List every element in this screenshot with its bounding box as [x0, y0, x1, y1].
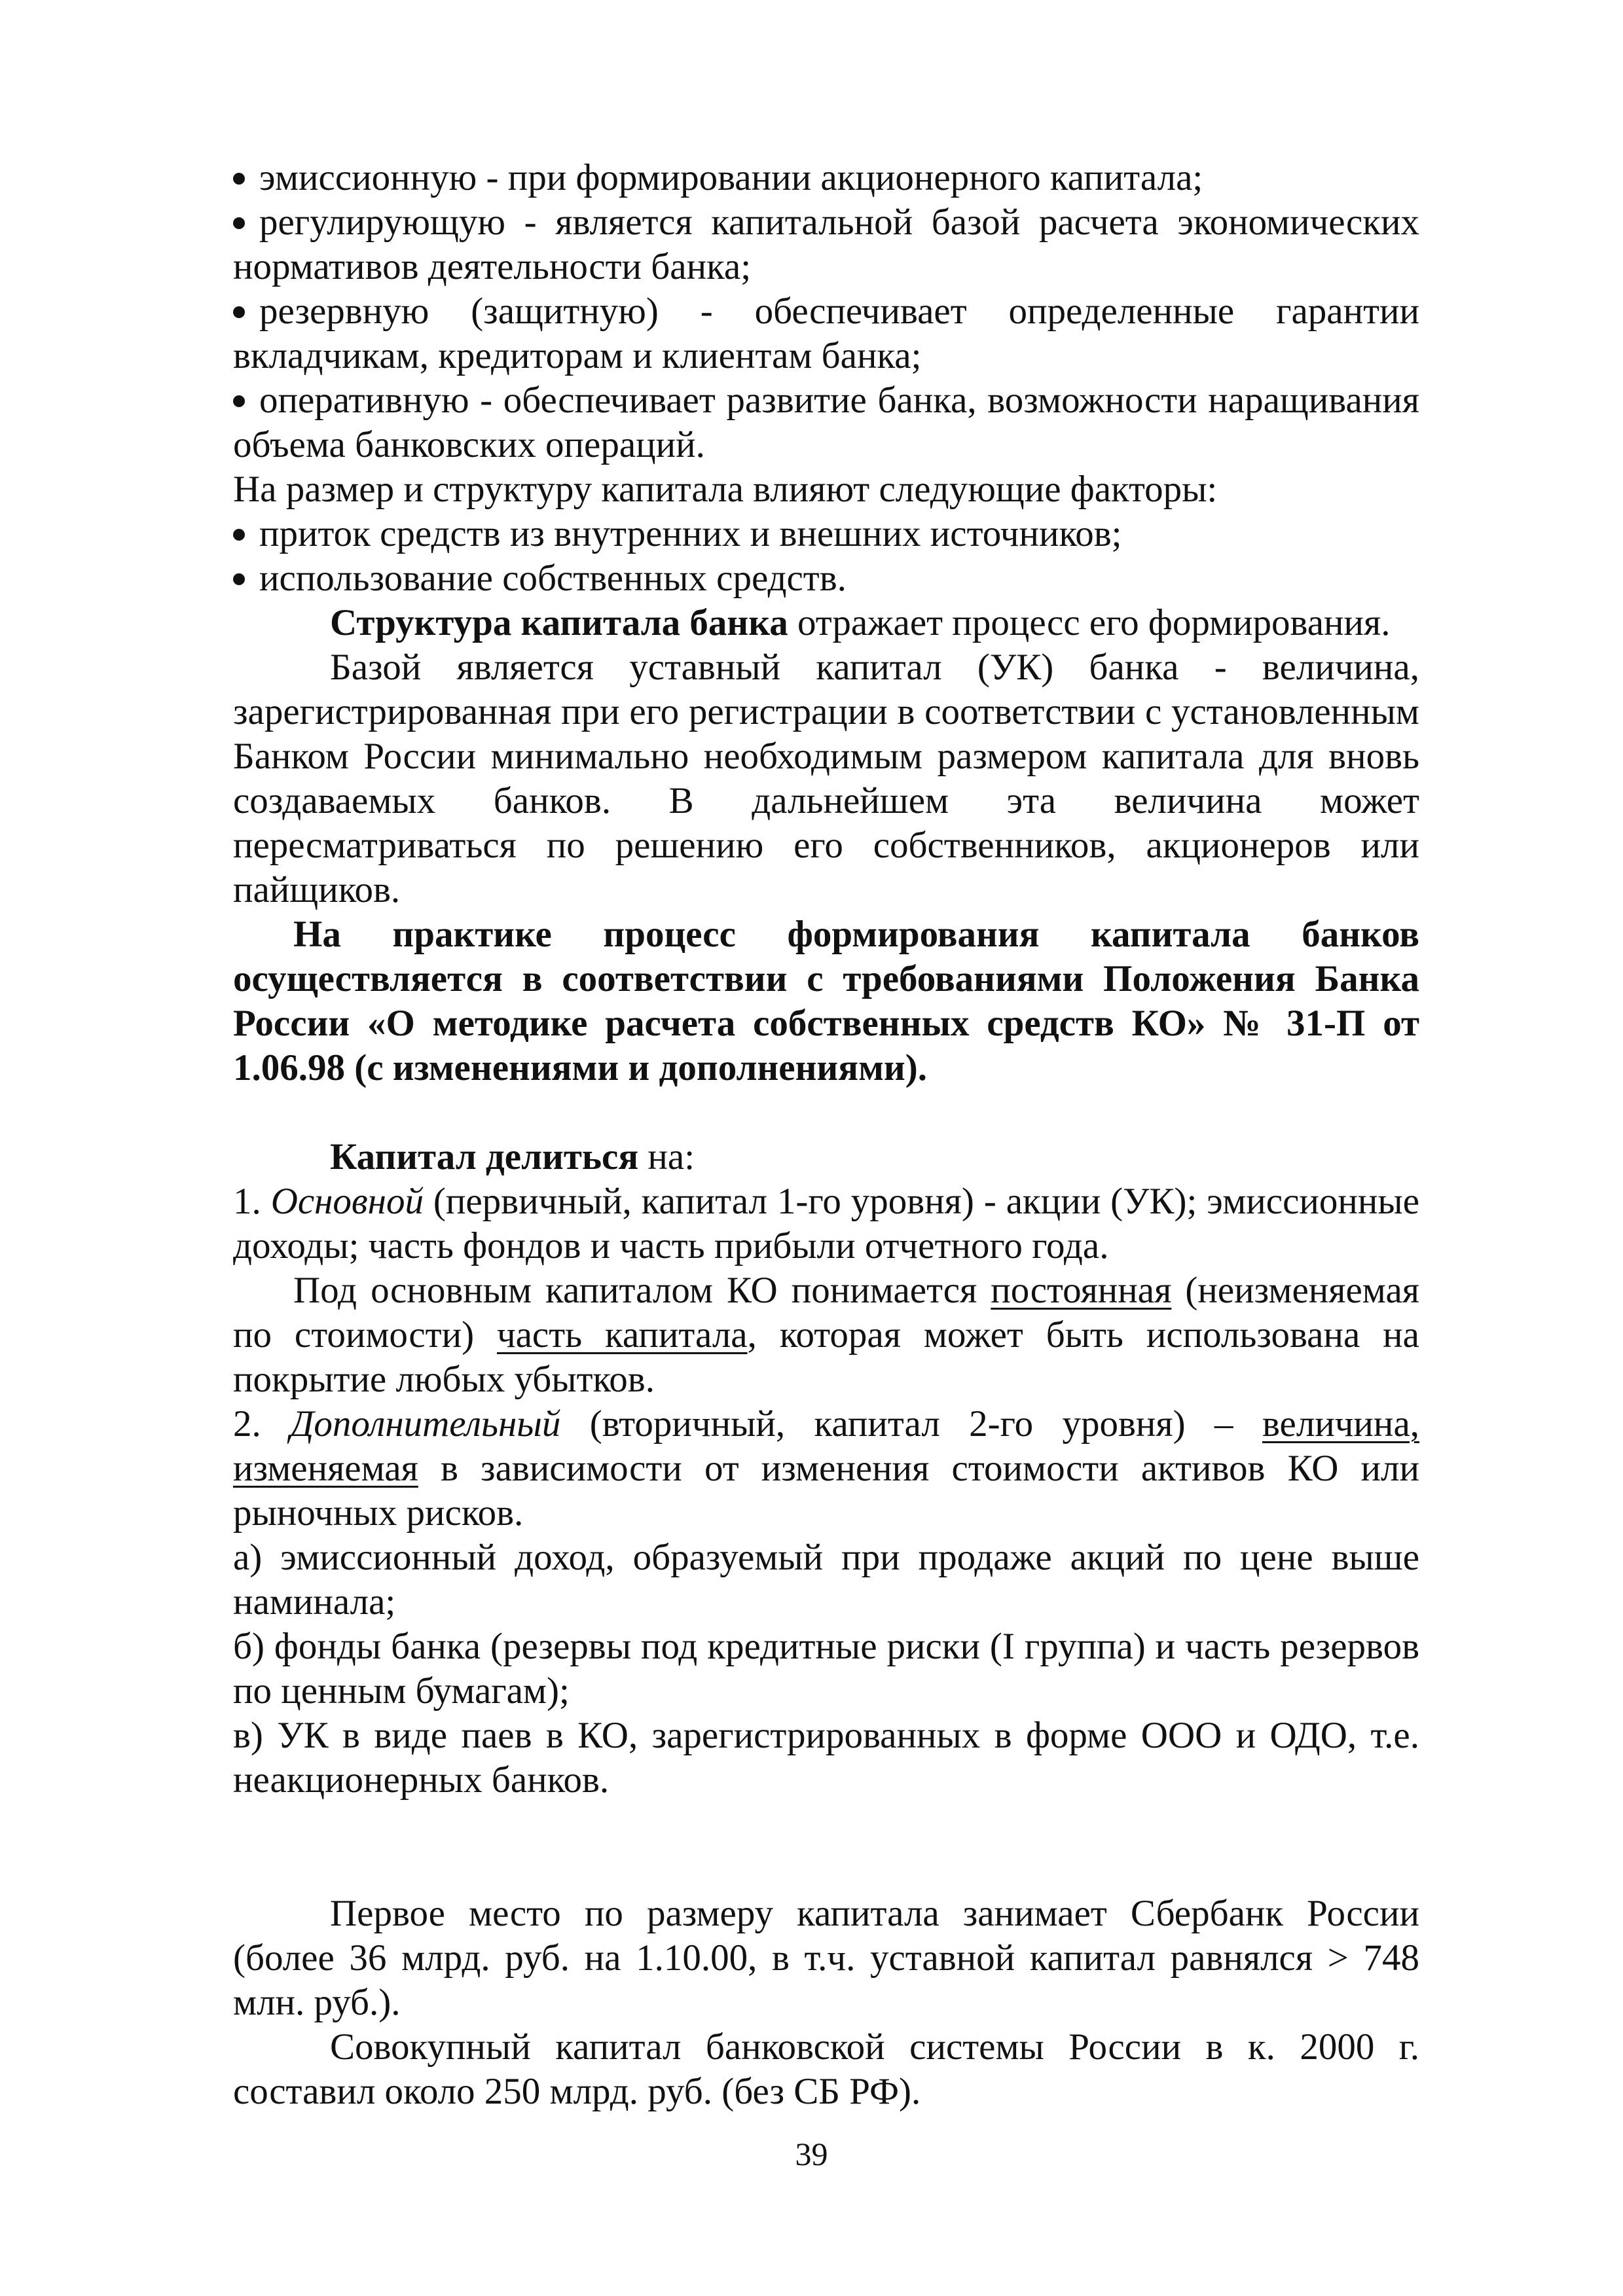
- page-number: 39: [795, 2136, 828, 2172]
- capital-division-heading: [233, 1135, 1419, 1179]
- item-text: (первичный, капитал 1-го уровня) - акции (УК); эмиссионные доходы; часть фондов и часть прибыли отчетного года.: [233, 1181, 1420, 1266]
- subitem-b: б) фонды банка (резервы под кредитные риски (I группа) и часть резервов по ценным бумагам);: [233, 1626, 1419, 1712]
- main-capital-definition: [233, 1268, 1419, 1402]
- spacer: [233, 1090, 1419, 1135]
- underlined-term: часть капитала: [496, 1314, 748, 1355]
- factor-text: использование собственных средств.: [259, 558, 847, 599]
- sberbank-paragraph: Первое место по размеру капитала занимает Сбербанк России (более 36 млрд. руб. на 1.10.00, в т.ч. уставной капитал равнялся > 748 млн. руб.).: [233, 1893, 1419, 2023]
- bullet-dot-icon: [233, 529, 245, 541]
- total-capital-paragraph: Совокупный капитал банковской системы России в к. 2000 г. составил около 250 млрд. руб. (без СБ РФ).: [233, 2026, 1419, 2112]
- factor-item: [233, 512, 1419, 556]
- item-text: (вторичный, капитал 2-го уровня) –: [560, 1403, 1262, 1444]
- page-body: [233, 156, 1419, 2114]
- bullet-text: (защитную) - обеспечивает определенные гарантии вкладчикам, кредиторам и клиентам банка;: [233, 291, 1419, 376]
- item-additional-capital: [233, 1402, 1419, 1535]
- capital-division-text: на:: [638, 1136, 695, 1177]
- bullet-text: - является капитальной базой расчета экономических нормативов деятельности банка;: [233, 202, 1419, 287]
- capital-division-term: Капитал делиться: [330, 1136, 639, 1177]
- factor-text: приток средств из внутренних и внешних источников;: [259, 513, 1122, 554]
- bullet-dot-icon: [233, 217, 245, 229]
- underlined-term: постоянная: [991, 1270, 1172, 1311]
- bullet-term: эмиссионную: [259, 157, 477, 198]
- structure-text: отражает процесс его формирования.: [788, 602, 1391, 643]
- bullet-dot-icon: [233, 173, 245, 185]
- factors-intro: На размер и структуру капитала влияют следующие факторы:: [233, 469, 1218, 510]
- bullet-reserve: [233, 289, 1419, 378]
- definition-text: Под основным капиталом КО понимается: [293, 1270, 991, 1311]
- spacer: [233, 1803, 1419, 1892]
- bullet-operative: [233, 378, 1419, 467]
- item-term: Основной: [270, 1181, 424, 1222]
- item-number: 2.: [233, 1403, 291, 1444]
- bullet-dot-icon: [233, 573, 245, 585]
- bullet-dot-icon: [233, 395, 245, 407]
- subitem-c: в) УК в виде паев в КО, зарегистрированных в форме ООО и ОДО, т.е. неакционерных банков.: [233, 1715, 1419, 1801]
- bullet-dot-icon: [233, 306, 245, 318]
- structure-paragraph: [233, 601, 1419, 645]
- bullet-emission: [233, 156, 1419, 200]
- bullet-term: резервную: [259, 291, 429, 332]
- item-main-capital: [233, 1179, 1419, 1268]
- subitem-a: а) эмиссионный доход, образуемый при продаже акций по цене выше наминала;: [233, 1537, 1419, 1623]
- bullet-term: регулирующую: [259, 202, 505, 243]
- definition-text: (неизменяемая по стоимости): [233, 1270, 1419, 1355]
- structure-term: Структура капитала банка: [330, 602, 788, 643]
- definition-text: , которая может быть использована на покрытие любых убытков.: [233, 1314, 1419, 1400]
- underlined-term: величина, изменяемая: [233, 1403, 1419, 1489]
- practice-paragraph: На практике процесс формирования капитала банков осуществляется в соответствии с требованиями Положения Банка России «О методике расчета собственных средств КО» № 31-П от 1.06.98 (с изменениями и дополнениями).: [233, 914, 1419, 1088]
- item-term: Дополнительный: [290, 1403, 561, 1444]
- bullet-text: - при формировании акционерного капитала;: [477, 157, 1203, 198]
- item-number: 1.: [233, 1181, 271, 1222]
- factor-item: [233, 556, 1419, 601]
- bullet-text: - обеспечивает развитие банка, возможности наращивания объема банковских операций.: [233, 380, 1419, 465]
- bullet-regulating: [233, 200, 1419, 289]
- bullet-term: оперативную: [259, 380, 469, 421]
- item-text: в зависимости от изменения стоимости активов КО или рыночных рисков.: [233, 1448, 1419, 1534]
- base-paragraph: Базой является уставный капитал (УК) банка - величина, зарегистрированная при его регистрации в соответствии с установленным Банком России минимально необходимым размером капитала для вновь создаваемых банков. В дальнейшем эта величина может пересматриваться по решению его собственников, акционеров или пайщиков.: [233, 647, 1419, 910]
